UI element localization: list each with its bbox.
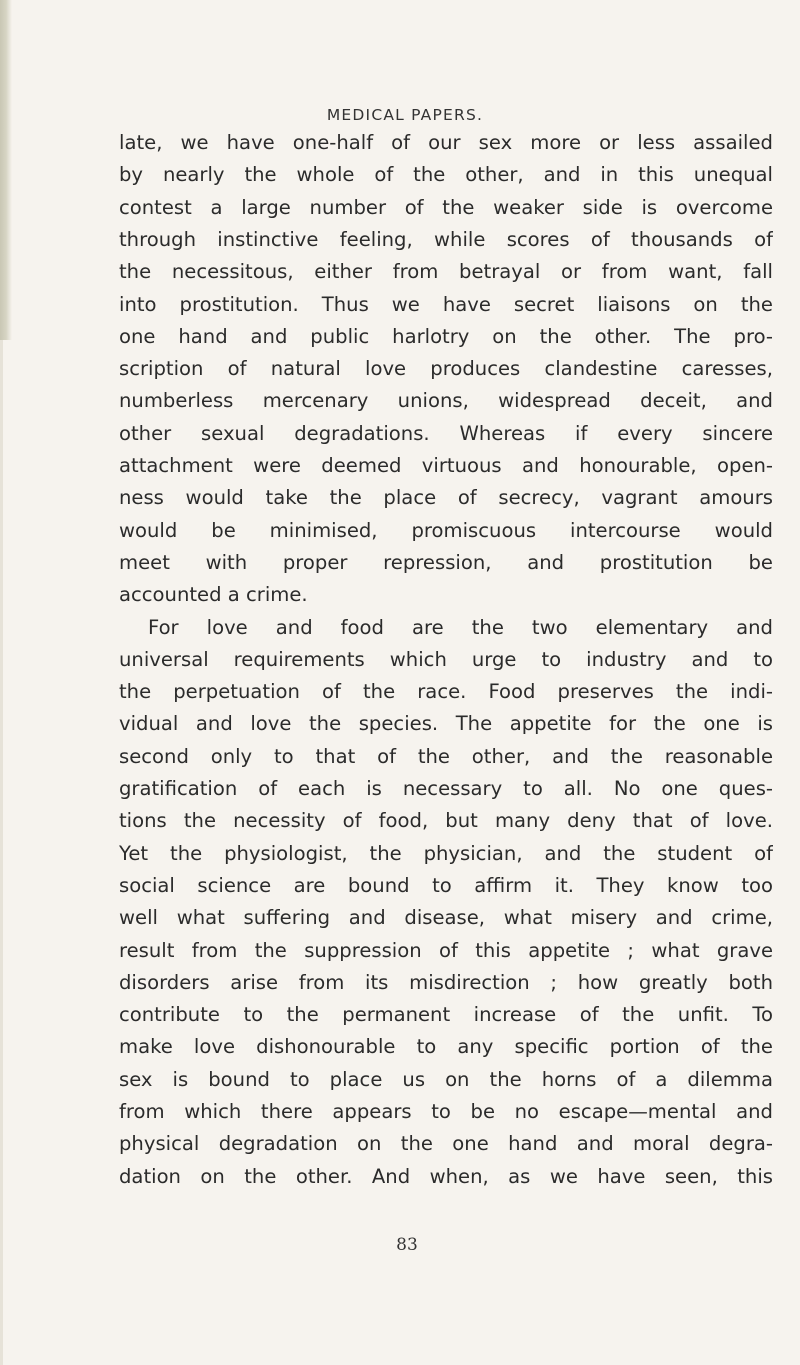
text-line: ness would take the place of secrecy, vagrant amours <box>119 486 773 510</box>
text-line: numberless mercenary unions, widespread deceit, and <box>119 389 773 413</box>
text-line: other sexual degradations. Whereas if every sincere <box>119 421 773 445</box>
text-line: from which there appears to be no escape—mental and <box>119 1100 773 1123</box>
text-line: tions the necessity of food, but many deny that of love. <box>119 809 773 833</box>
text-line: result from the suppression of this appetite ; what grave <box>119 938 773 962</box>
text-line: the necessitous, either from betrayal or from want, fall <box>119 260 773 284</box>
text-line: through instinctive feeling, while scores of thousands of <box>119 227 773 251</box>
text-line: one hand and public harlotry on the other. The pro- <box>119 324 773 348</box>
text-line: scription of natural love produces clandestine caresses, <box>119 357 773 381</box>
body-text <box>0 128 800 1238</box>
text-line: gratification of each is necessary to all. No one ques- <box>119 777 773 800</box>
paragraph-first-line: For love and food are the two elementary and <box>148 615 773 639</box>
text-line: dation on the other. And when, as we have seen, this <box>119 1164 773 1188</box>
running-head: MEDICAL PAPERS. <box>326 106 484 124</box>
text-line: contribute to the permanent increase of the unfit. To <box>119 1003 773 1027</box>
text-line: accounted a crime. <box>119 583 308 607</box>
text-line: meet with proper repression, and prostitution be <box>119 550 773 574</box>
text-line: universal requirements which urge to industry and to <box>119 647 773 671</box>
text-line: second only to that of the other, and the reasonable <box>119 744 773 768</box>
text-line: disorders arise from its misdirection ; how greatly both <box>119 970 773 994</box>
text-line: Yet the physiologist, the physician, and the student of <box>119 841 773 865</box>
text-line: make love dishonourable to any specific portion of the <box>119 1035 773 1059</box>
text-line: vidual and love the species. The appetite for the one is <box>119 712 773 736</box>
text-line: late, we have one-half of our sex more or less assailed <box>119 131 773 154</box>
text-line: well what suffering and disease, what misery and crime, <box>119 906 773 930</box>
text-line: into prostitution. Thus we have secret liaisons on the <box>119 292 773 316</box>
text-line: the perpetuation of the race. Food preserves the indi- <box>119 680 773 704</box>
text-line: contest a large number of the weaker side is overcome <box>119 195 773 219</box>
page-number: 83 <box>396 1235 418 1255</box>
text-line: attachment were deemed virtuous and honourable, open- <box>119 454 773 477</box>
text-line: by nearly the whole of the other, and in this unequal <box>119 163 773 187</box>
text-line: sex is bound to place us on the horns of a dilemma <box>119 1067 773 1091</box>
text-line: would be minimised, promiscuous intercourse would <box>119 518 773 542</box>
text-line: physical degradation on the one hand and moral degra- <box>119 1132 773 1156</box>
text-line: social science are bound to affirm it. They know too <box>119 873 773 897</box>
